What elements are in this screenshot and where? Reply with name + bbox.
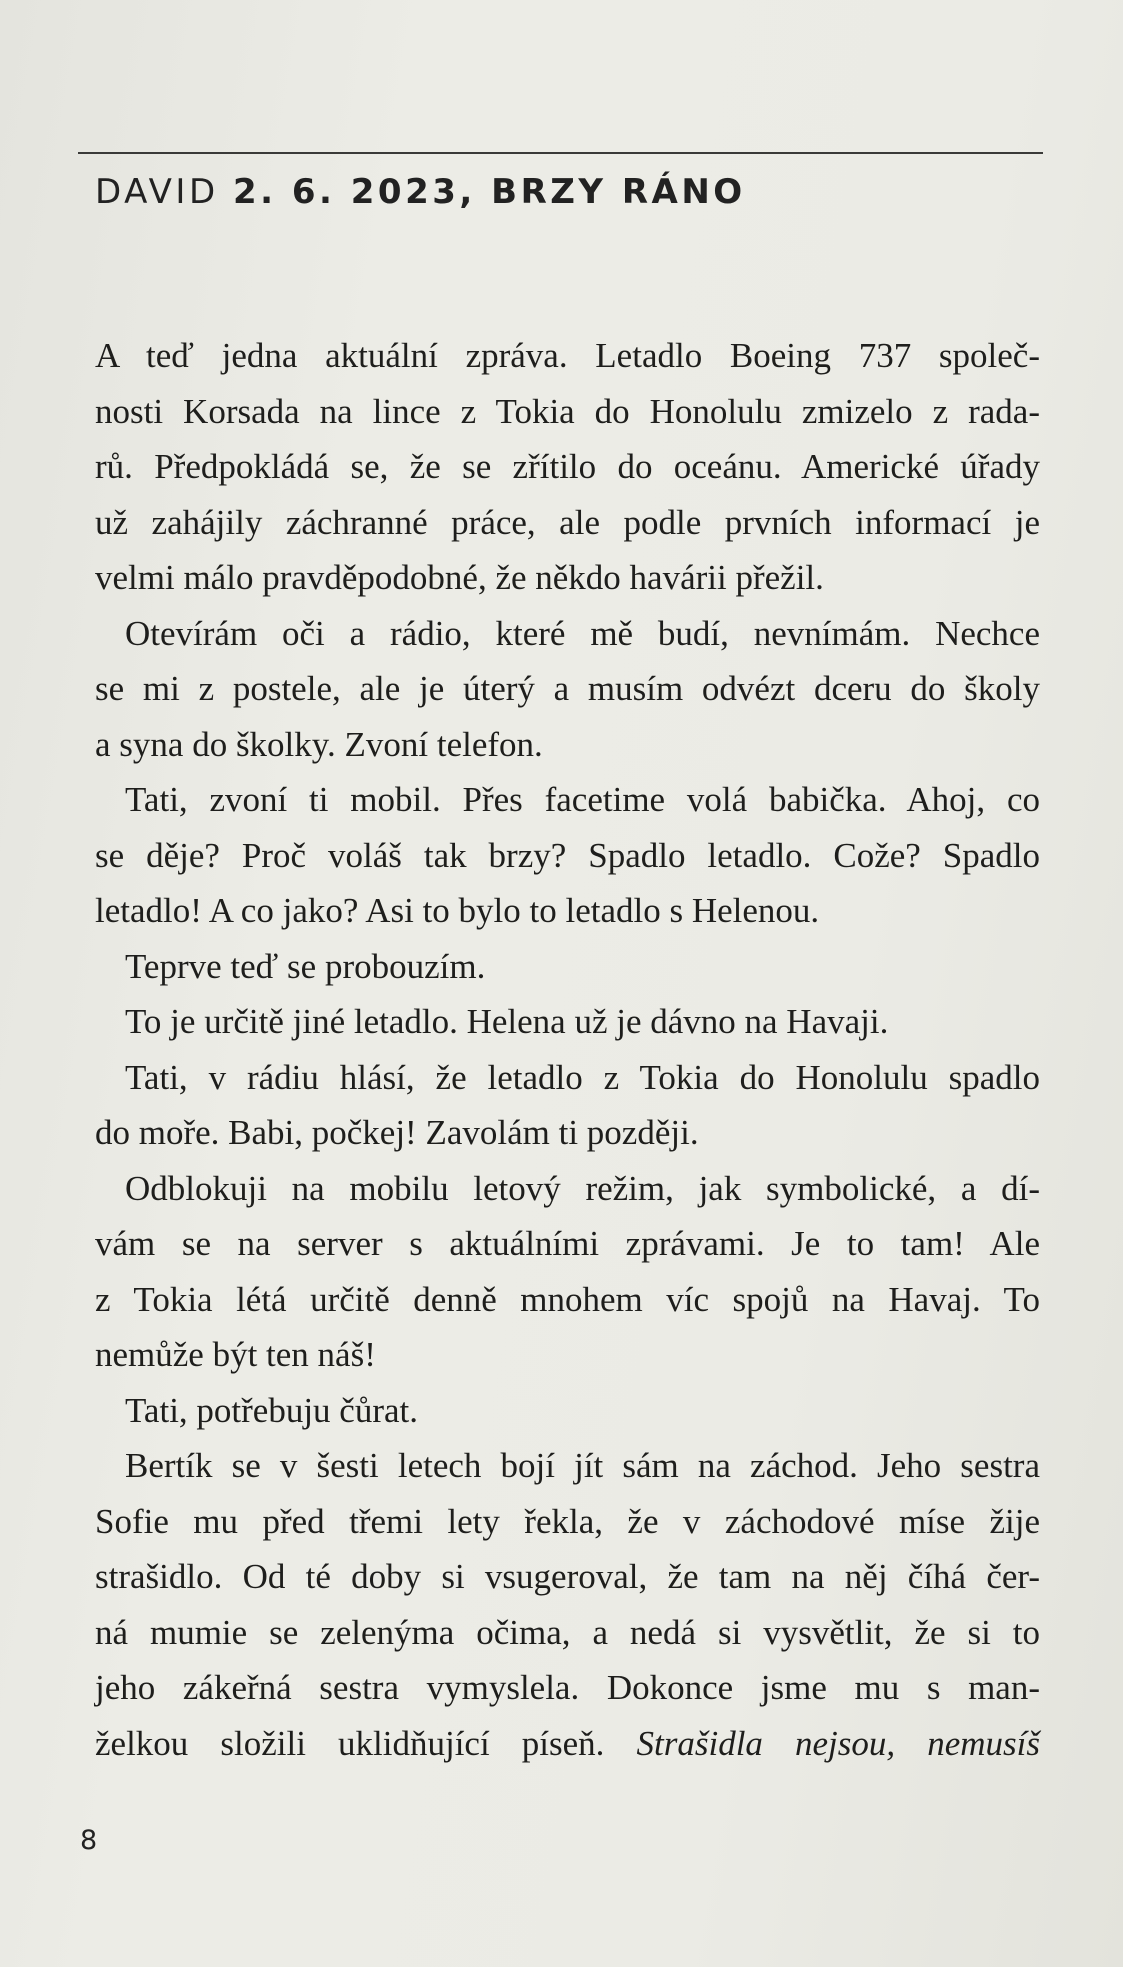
text-line: A teď jedna aktuální zpráva. Letadlo Boeing 737 společ- <box>95 336 1040 375</box>
chapter-character: DAVID <box>95 172 219 212</box>
text-line: želkou složili uklidňující píseň. Strašidla nejsou, nemusíš <box>95 1723 1040 1763</box>
text-line: Odblokuji na mobilu letový režim, jak symbolické, a dí- <box>125 1168 1040 1208</box>
text-line: Tati, zvoní ti mobil. Přes facetime volá babička. Ahoj, co <box>125 780 1040 819</box>
text-line: Sofie mu před třemi lety řekla, že v záchodové míse žije <box>95 1501 1040 1541</box>
text-line: ná mumie se zelenýma očima, a nedá si vysvětlit, že si to <box>95 1612 1040 1652</box>
text-line: se mi z postele, ale je úterý a musím odvézt dceru do školy <box>95 669 1040 708</box>
italic-lyric: Strašidla nejsou, nemusíš <box>636 1723 1040 1763</box>
text-line: Teprve teď se probouzím. <box>125 946 486 986</box>
text-line: Bertík se v šesti letech bojí jít sám na záchod. Jeho sestra <box>125 1446 1040 1485</box>
text-line: letadlo! A co jako? Asi to bylo to letadlo s Helenou. <box>95 891 820 930</box>
text-line: se děje? Proč voláš tak brzy? Spadlo letadlo. Cože? Spadlo <box>95 835 1040 875</box>
chapter-heading <box>95 172 746 212</box>
text-line: vám se na server s aktuálními zprávami. Je to tam! Ale <box>95 1224 1040 1263</box>
text-line: už zahájily záchranné práce, ale podle prvních informací je <box>95 502 1040 542</box>
body-text <box>95 328 1040 1771</box>
text-line: To je určitě jiné letadlo. Helena už je dávno na Havaji. <box>125 1002 889 1041</box>
text-line: z Tokia létá určitě denně mnohem víc spojů na Havaj. To <box>95 1279 1040 1319</box>
text-line: Tati, potřebuju čůrat. <box>125 1390 419 1430</box>
text-line: velmi málo pravděpodobné, že někdo havárii přežil. <box>95 558 824 597</box>
chapter-date: 2. 6. 2023, BRZY RÁNO <box>232 172 746 212</box>
text-line: strašidlo. Od té doby si vsugeroval, že tam na něj číhá čer- <box>95 1557 1040 1596</box>
text-line: a syna do školky. Zvoní telefon. <box>95 724 543 764</box>
text-line: nosti Korsada na lince z Tokia do Honolulu zmizelo z rada- <box>95 391 1040 431</box>
text-line: Tati, v rádiu hlásí, že letadlo z Tokia do Honolulu spadlo <box>125 1057 1040 1097</box>
page-number: 8 <box>80 1825 98 1856</box>
header-rule <box>78 152 1043 154</box>
text-line: jeho zákeřná sestra vymyslela. Dokonce jsme mu s man- <box>95 1668 1040 1707</box>
text-line: do moře. Babi, počkej! Zavolám ti později. <box>95 1113 699 1152</box>
text-line: rů. Předpokládá se, že se zřítilo do oceánu. Americké úřady <box>95 447 1040 486</box>
text-line: Otevírám oči a rádio, které mě budí, nevnímám. Nechce <box>125 613 1040 653</box>
text-line: nemůže být ten náš! <box>95 1335 376 1374</box>
